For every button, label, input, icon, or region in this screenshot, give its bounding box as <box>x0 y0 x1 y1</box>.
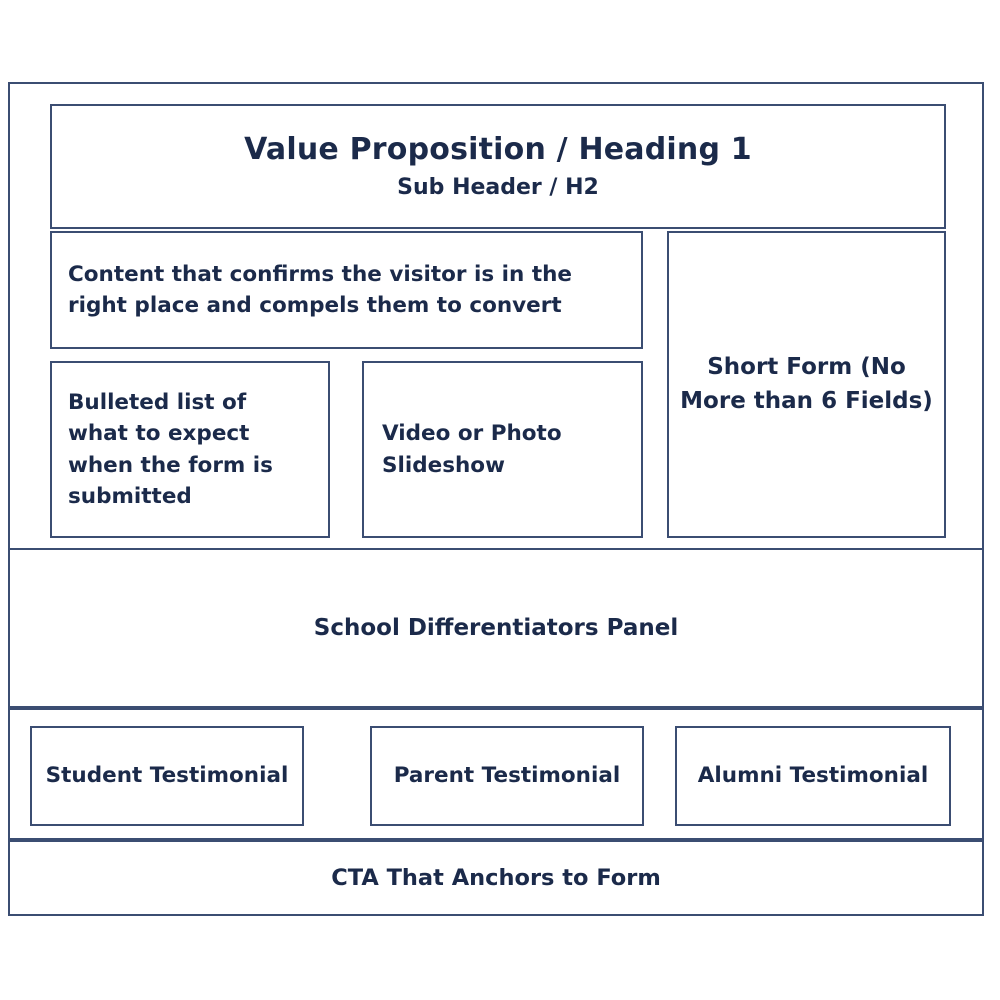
cta-bar[interactable] <box>8 840 984 916</box>
landing-page-wireframe <box>8 82 984 912</box>
testimonial-label: Alumni Testimonial <box>697 763 929 789</box>
short-form-block[interactable] <box>667 231 946 538</box>
page-subtitle: Sub Header / H2 <box>397 175 599 201</box>
testimonial-card-student <box>30 726 304 826</box>
bulleted-list-text: Bulleted list of what to expect when the form is submitted <box>68 390 273 509</box>
cta-label: CTA That Anchors to Form <box>331 865 661 891</box>
content-block-text: Content that confirms the visitor is in the right place and compels them to convert <box>68 261 573 318</box>
testimonial-card-parent <box>370 726 644 826</box>
bulleted-list-block <box>50 361 330 538</box>
testimonial-label: Parent Testimonial <box>393 763 621 789</box>
content-block <box>50 231 643 349</box>
testimonial-label: Student Testimonial <box>45 763 289 789</box>
page-title: Value Proposition / Heading 1 <box>244 131 752 167</box>
testimonials-row <box>8 708 984 840</box>
school-differentiators-label: School Differentiators Panel <box>313 615 679 641</box>
short-form-label: Short Form (No More than 6 Fields) <box>680 354 933 414</box>
media-block-text: Video or Photo Slideshow <box>382 421 562 478</box>
hero-heading-block <box>50 104 946 229</box>
school-differentiators-panel <box>8 548 984 708</box>
testimonial-card-alumni <box>675 726 951 826</box>
media-block <box>362 361 643 538</box>
